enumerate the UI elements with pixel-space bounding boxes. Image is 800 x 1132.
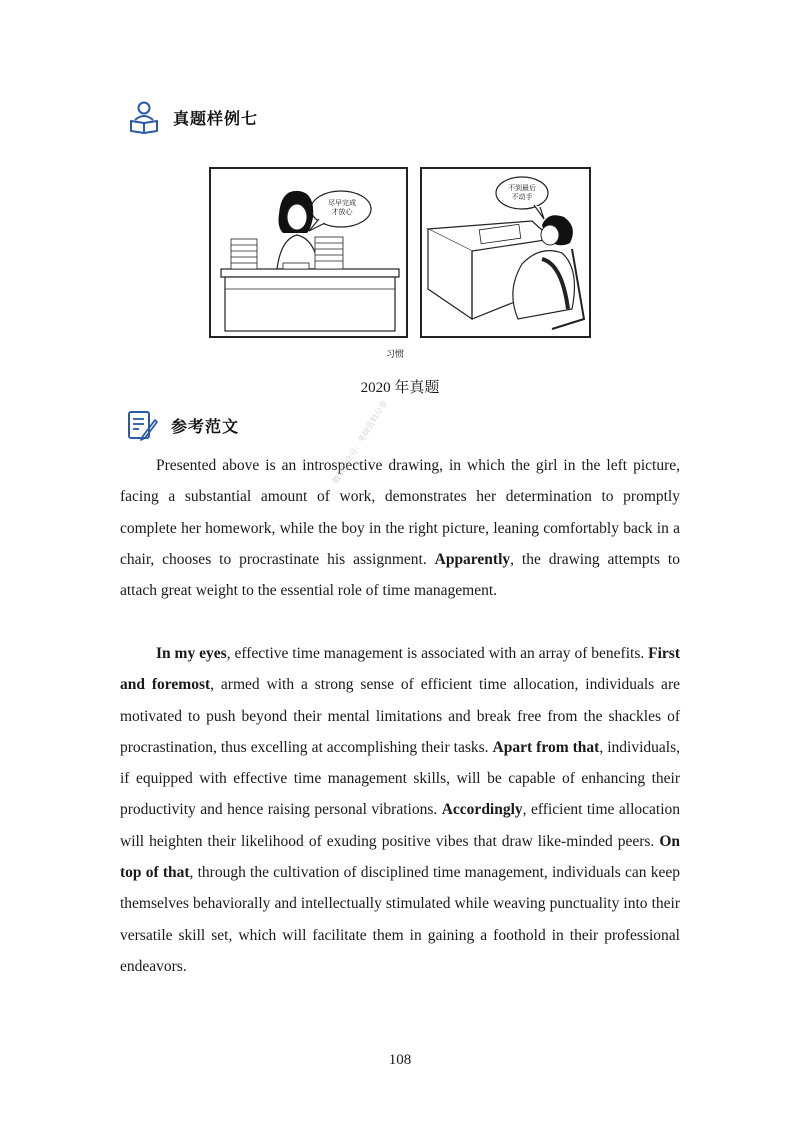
section-title: 真题样例七 (173, 110, 259, 128)
text-run: , efficient time allocation will heighten their likelihood of exuding positive vibes that draw like-minded peers. (120, 801, 680, 850)
cartoon-panel-girl (209, 167, 408, 338)
bold-transition-phrase: Apparently (434, 550, 511, 568)
section-title: 参考范文 (171, 418, 240, 436)
watermark: 微信公众号：考研资料分享 (330, 399, 390, 486)
cartoon-figure (209, 167, 591, 362)
bold-transition-phrase: First and foremost (120, 645, 680, 694)
page-number: 108 (388, 1052, 412, 1068)
bold-transition-phrase: In my eyes (156, 645, 227, 662)
text-run: , effective time management is associated with an array of benefits. (226, 645, 649, 662)
section-heading-exam-sample (127, 100, 258, 134)
bold-transition-phrase: On top of that (120, 832, 680, 882)
essay-paragraph-1 (120, 450, 680, 606)
right-speech-bubble: 不到最后 不动手 (508, 184, 536, 201)
person-reading-icon (127, 100, 161, 134)
essay-paragraph-2 (120, 638, 680, 982)
text-run: , the drawing attempts to attach great weight to the essential role of time management. (120, 550, 680, 600)
text-run: , armed with a strong sense of efficient time allocation, individuals are motivated to push beyond their mental limitations and break free from the shackles of procrastination, thus excelling at accomplishing their tasks. (120, 676, 680, 756)
notepad-pen-icon (125, 408, 159, 442)
text-run: , individuals, if equipped with effective time management skills, will be capable of enhancing their productivity and hence raising personal vibrations. (120, 738, 680, 819)
text-run: , through the cultivation of disciplined time management, individuals can keep themselves behaviorally and intellectually stimulated while weaving punctuality into their versatile skill set, which will facilitate them in gaining a foothold in their professional endeavors. (120, 864, 680, 975)
girl-desk-illustration (211, 169, 406, 336)
section-heading-model-essay (125, 408, 239, 442)
bold-transition-phrase: Apart from that (492, 738, 600, 756)
figure-caption: 习惯 (386, 350, 405, 360)
exam-source-label: 2020 年真题 (360, 380, 440, 396)
text-run: Presented above is an introspective drawing, in which the girl in the left picture, facing a substantial amount of work, demonstrates her determination to promptly complete her homework, while the boy in the right picture, leaning comfortably back in a chair, chooses to procrastinate his assignment. (120, 457, 680, 568)
cartoon-panel-boy (420, 167, 591, 338)
left-speech-bubble: 尽早完成 才放心 (328, 199, 356, 216)
bold-transition-phrase: Accordingly (441, 801, 523, 819)
